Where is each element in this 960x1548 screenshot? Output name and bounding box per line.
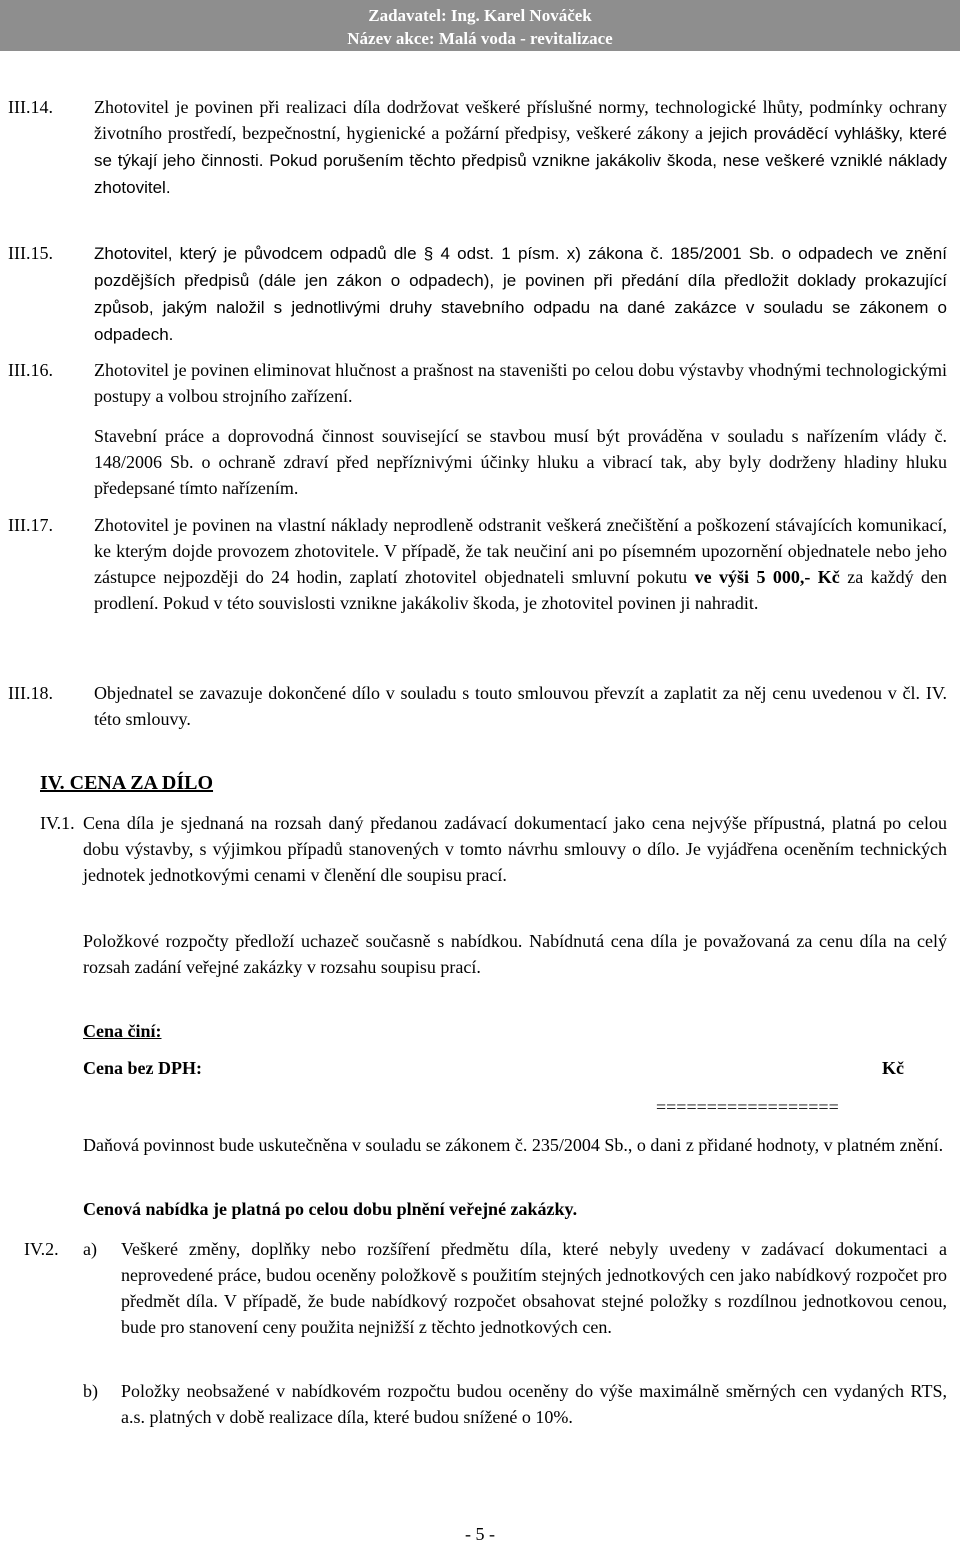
section-number-iii-17: III.17.	[8, 515, 53, 535]
item-b-label: b)	[83, 1381, 98, 1401]
section-iii-17-text	[94, 512, 947, 616]
price-underline: ==================	[656, 1097, 839, 1117]
section-number-iii-15: III.15.	[8, 243, 53, 263]
s15-text-a: Zhotovitel, který je původcem odpadů dle § 4 odst. 1 písm. x) zákona č. 185/2001 Sb.	[94, 244, 775, 263]
dan-text: Daňová povinnost bude uskutečněna v souladu se zákonem č. 235/2004 Sb., o dani z přidané hodnoty, v platném znění.	[83, 1135, 944, 1155]
section-iii-14-text	[94, 94, 947, 201]
section-iii-15-text	[94, 240, 947, 348]
currency-label: Kč	[882, 1058, 904, 1078]
section-iii-18-text	[94, 680, 947, 732]
header-project-name: Název akce: Malá voda - revitalizace	[347, 29, 613, 48]
b-text: Položky neobsažené v nabídkovém rozpočtu budou oceněny do výše maximálně směrných cen vydaných RTS, a.s. platných v době realizace díla, které budou snížené o 10%.	[121, 1381, 947, 1427]
section-iv-1-text-2	[83, 928, 947, 980]
section-iii-16-text-2	[94, 423, 947, 501]
item-a-label: a)	[83, 1239, 97, 1259]
section-heading-cena: IV. CENA ZA DÍLO	[40, 772, 214, 794]
section-number-iv-1: IV.1.	[40, 813, 75, 833]
item-b-text	[121, 1378, 947, 1430]
item-a-text	[121, 1236, 947, 1340]
section-number-iii-16: III.16.	[8, 360, 53, 380]
tax-note	[83, 1132, 947, 1158]
iv1-text: Cena díla je sjednaná na rozsah daný předanou zadávací dokumentací jako cena nejvýše přípustná, platná po celou dobu výstavby, s výjimkou případů stanovených v tomto návrhu smlouvy o dílo. Je vyjádřena oceněním technických jednotek jednotkovými cenami v členění dle soupisu prací.	[83, 813, 947, 885]
header-client: Zadavatel: Ing. Karel Nováček	[368, 6, 592, 25]
s15-text-b: o odpadech ve znění pozdějších předpisů (dále jen zákon o odpadech), je povinen při předání díla předložit doklady prokazující způsob, jakým naložil s jednotlivými druhy stavebního odpadu na dané zakázce v souladu se zákonem o odpadech.	[94, 244, 947, 344]
s18-text: Objednatel se zavazuje dokončené dílo v souladu s touto smlouvou převzít a zaplatit za něj cenu uvedenou v čl. IV. této smlouvy.	[94, 683, 947, 729]
s14-text-b: jejich prováděcí vyhlášky, které se týkají jeho činnosti.	[94, 124, 947, 170]
section-iii-16-text	[94, 357, 947, 409]
a-text: Veškeré změny, doplňky nebo rozšíření předmětu díla, které nebyly uvedeny v zadávací dokumentaci a neprovedené práce, budou oceněny položkově s použitím stejných jednotkových cen jako nabídkový rozpočet pro předmět díla. V případě, že bude nabídkový rozpočet obsahovat stejné položky s rozdílnou jednotkovou cenou, bude pro stanovení ceny použita nejnižší z těchto jednotkových cen.	[121, 1239, 947, 1337]
section-number-iv-2: IV.2.	[24, 1239, 59, 1259]
document-header	[0, 0, 960, 51]
s17-text-a: Zhotovitel je povinen na vlastní náklady neprodleně odstranit veškerá znečištění a poškození stávajících komunikací, ke kterým dojde provozem zhotovitele. V případě, že tak neučiní ani po písemném upozornění objednatele nebo jeho zástupce nejpozději do 24 hodin, zaplatí zhotovitel objednateli smluvní pokutu	[94, 515, 947, 587]
section-iv-1-text	[83, 810, 947, 888]
s16-text1: Zhotovitel je povinen eliminovat hlučnost a prašnost na staveništi po celou dobu výstavby vhodnými technologickými postupy a volbou strojního zařízení.	[94, 360, 947, 406]
cena-cini-label: Cena činí:	[83, 1021, 162, 1041]
validity-note: Cenová nabídka je platná po celou dobu plnění veřejné zakázky.	[83, 1199, 578, 1219]
cena-bez-dph-label: Cena bez DPH:	[83, 1058, 202, 1078]
page-number: - 5 -	[465, 1524, 495, 1544]
iv1-text2: Položkové rozpočty předloží uchazeč současně s nabídkou. Nabídnutá cena díla je považovaná za cenu díla na celý rozsah zadání veřejné zakázky v rozsahu soupisu prací.	[83, 931, 947, 977]
s14-text-c: Pokud porušením těchto předpisů vznikne jakákoliv škoda, nese veškeré vzniklé náklady zhotovitel.	[94, 151, 947, 197]
s17-text-b: za každý den prodlení. Pokud v této souvislosti vznikne jakákoliv škoda, je zhotovitel povinen ji nahradit.	[94, 567, 947, 613]
s16-text2: Stavební práce a doprovodná činnost související se stavbou musí být prováděna v souladu s nařízením vlády č. 148/2006 Sb. o ochraně zdraví před nepříznivými účinky hluku a vibrací tak, aby byly dodrženy hladiny hluku předepsané tímto nařízením.	[94, 426, 947, 498]
section-number-iii-14: III.14.	[8, 97, 53, 117]
s17-penalty-amount: ve výši 5 000,- Kč	[694, 567, 840, 587]
section-number-iii-18: III.18.	[8, 683, 53, 703]
s14-text-a: Zhotovitel je povinen při realizaci díla dodržovat veškeré příslušné normy, technologické lhůty, podmínky ochrany životního prostředí, bezpečnostní, hygienické a požární předpisy, veškeré zákony a	[94, 97, 947, 143]
